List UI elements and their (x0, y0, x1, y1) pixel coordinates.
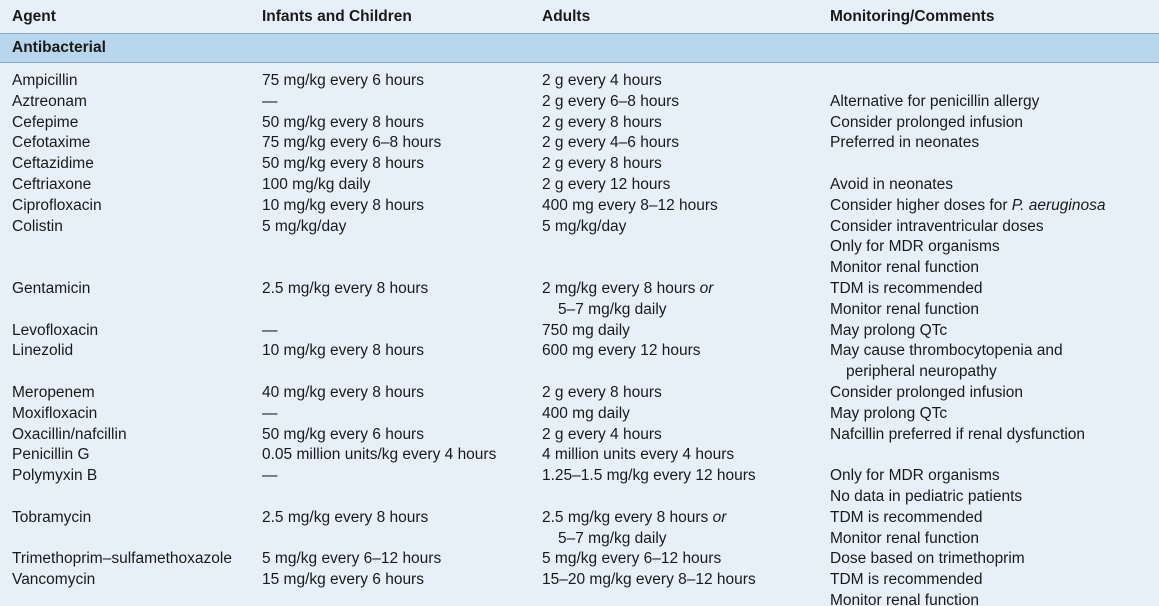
agent-cell (0, 279, 250, 300)
agent-cell-line: Penicillin G (12, 446, 90, 464)
agent-cell-line: Ceftazidime (12, 155, 94, 173)
adult-dose-cell (530, 113, 818, 134)
table-row (0, 404, 1159, 425)
adult-dose-cell-line: 5–7 mg/kg daily (558, 300, 667, 318)
adult-dose-cell-line: 2 mg/kg every 8 hours or (542, 279, 714, 297)
adult-dose-cell (530, 549, 818, 570)
monitoring-cell (818, 508, 1159, 550)
monitoring-cell-line: May cause thrombocytopenia and (830, 342, 1063, 360)
monitoring-cell-line: Monitor renal function (830, 591, 980, 606)
table-row (0, 341, 1159, 383)
adult-dose-cell-line: 15–20 mg/kg every 8–12 hours (542, 571, 756, 589)
table-body (0, 63, 1159, 606)
monitoring-cell (818, 175, 1159, 196)
adult-dose-cell (530, 154, 818, 175)
children-dose-cell (250, 383, 530, 404)
children-dose-cell (250, 133, 530, 154)
children-dose-cell (250, 445, 530, 466)
children-dose-cell (250, 217, 530, 238)
monitoring-cell-line: TDM is recommended (830, 279, 983, 297)
children-dose-cell (250, 508, 530, 529)
agent-cell (0, 341, 250, 362)
agent-cell-line: Cefotaxime (12, 134, 91, 152)
children-dose-cell-line: 5 mg/kg every 6–12 hours (262, 550, 442, 568)
adult-dose-cell-line: 600 mg every 12 hours (542, 342, 701, 360)
monitoring-cell-line: May prolong QTc (830, 321, 948, 339)
monitoring-cell-line: May prolong QTc (830, 404, 948, 422)
adult-dose-cell-line: 1.25–1.5 mg/kg every 12 hours (542, 467, 756, 485)
children-dose-cell (250, 425, 530, 446)
adult-dose-cell-line: 2 g every 4–6 hours (542, 134, 680, 152)
monitoring-cell-line: peripheral neuropathy (846, 363, 997, 381)
children-dose-cell-line: 75 mg/kg every 6–8 hours (262, 134, 442, 152)
adult-dose-cell (530, 341, 818, 362)
children-dose-cell-line: 2.5 mg/kg every 8 hours (262, 279, 429, 297)
table-row (0, 92, 1159, 113)
agent-cell-line: Gentamicin (12, 279, 91, 297)
children-dose-cell (250, 404, 530, 425)
monitoring-cell (818, 466, 1159, 508)
children-dose-cell (250, 175, 530, 196)
adult-dose-cell (530, 321, 818, 342)
adult-dose-cell-line: 2 g every 8 hours (542, 383, 662, 401)
children-dose-cell-line: 5 mg/kg/day (262, 217, 347, 235)
adult-dose-cell (530, 508, 818, 550)
table-row (0, 445, 1159, 466)
adult-dose-cell-line: 2.5 mg/kg every 8 hours or (542, 508, 727, 526)
children-dose-cell-line: 10 mg/kg every 8 hours (262, 342, 424, 360)
children-dose-cell (250, 321, 530, 342)
monitoring-cell (818, 196, 1159, 217)
adult-dose-cell-line: 5 mg/kg every 6–12 hours (542, 550, 722, 568)
agent-cell-line: Polymyxin B (12, 467, 98, 485)
children-dose-cell-line: 50 mg/kg every 8 hours (262, 155, 424, 173)
section-heading: Antibacterial (12, 39, 106, 56)
adult-dose-cell (530, 196, 818, 217)
table-row (0, 175, 1159, 196)
adult-dose-cell (530, 217, 818, 238)
children-dose-cell-line: 2.5 mg/kg every 8 hours (262, 508, 429, 526)
table-row (0, 321, 1159, 342)
table-row (0, 196, 1159, 217)
agent-cell (0, 321, 250, 342)
agent-cell (0, 404, 250, 425)
table-row (0, 217, 1159, 279)
adult-dose-cell (530, 404, 818, 425)
table-row (0, 383, 1159, 404)
agent-cell-line: Ampicillin (12, 72, 78, 89)
children-dose-cell-line: 40 mg/kg every 8 hours (262, 383, 424, 401)
monitoring-cell-line: Consider prolonged infusion (830, 113, 1024, 131)
children-dose-cell-line: — (262, 404, 278, 422)
children-dose-cell (250, 549, 530, 570)
agent-cell (0, 71, 250, 92)
monitoring-cell-line: Only for MDR organisms (830, 238, 1000, 256)
monitoring-cell (818, 279, 1159, 321)
monitoring-cell-line: Nafcillin preferred if renal dysfunction (830, 425, 1086, 443)
children-dose-cell-line: 15 mg/kg every 6 hours (262, 571, 424, 589)
table-row (0, 508, 1159, 550)
monitoring-cell (818, 404, 1159, 425)
agent-cell (0, 383, 250, 404)
children-dose-cell (250, 113, 530, 134)
adult-dose-cell (530, 279, 818, 321)
adult-dose-cell (530, 425, 818, 446)
header-monitoring: Monitoring/Comments (830, 7, 995, 25)
adult-dose-cell-line: 2 g every 8 hours (542, 155, 662, 173)
agent-cell (0, 196, 250, 217)
agent-cell-line: Levofloxacin (12, 321, 99, 339)
agent-cell (0, 92, 250, 113)
header-agent: Agent (12, 7, 56, 25)
table-row (0, 154, 1159, 175)
children-dose-cell-line: — (262, 467, 278, 485)
monitoring-cell-line: No data in pediatric patients (830, 487, 1023, 505)
children-dose-cell-line: — (262, 92, 278, 110)
table-header-row (0, 0, 1159, 34)
monitoring-cell (818, 383, 1159, 404)
monitoring-cell (818, 113, 1159, 134)
agent-cell-line: Meropenem (12, 383, 95, 401)
agent-cell (0, 133, 250, 154)
adult-dose-cell-line: 2 g every 4 hours (542, 425, 662, 443)
children-dose-cell-line: 0.05 million units/kg every 4 hours (262, 446, 497, 464)
table-row (0, 279, 1159, 321)
children-dose-cell-line: 75 mg/kg every 6 hours (262, 72, 424, 89)
monitoring-cell-line: Monitor renal function (830, 300, 980, 318)
table-row (0, 549, 1159, 570)
monitoring-cell (818, 425, 1159, 446)
children-dose-cell-line: 50 mg/kg every 8 hours (262, 113, 424, 131)
adult-dose-cell (530, 466, 818, 487)
table-row (0, 425, 1159, 446)
monitoring-cell (818, 549, 1159, 570)
monitoring-cell-line: Monitor renal function (830, 259, 980, 277)
agent-cell-line: Oxacillin/nafcillin (12, 425, 127, 443)
adult-dose-cell-line: 2 g every 8 hours (542, 113, 662, 131)
monitoring-cell-line: Avoid in neonates (830, 175, 953, 193)
adult-dose-cell (530, 133, 818, 154)
header-infants-children: Infants and Children (262, 7, 412, 25)
table-row (0, 466, 1159, 508)
adult-dose-cell (530, 175, 818, 196)
section-heading-row (0, 34, 1159, 63)
children-dose-cell (250, 570, 530, 591)
adult-dose-cell-line: 5–7 mg/kg daily (558, 529, 667, 547)
monitoring-cell (818, 92, 1159, 113)
children-dose-cell-line: 50 mg/kg every 6 hours (262, 425, 424, 443)
children-dose-cell-line: 10 mg/kg every 8 hours (262, 196, 424, 214)
agent-cell-line: Tobramycin (12, 508, 92, 526)
agent-cell (0, 425, 250, 446)
adult-dose-cell (530, 71, 818, 92)
table-row (0, 570, 1159, 606)
monitoring-cell (818, 133, 1159, 154)
agent-cell (0, 508, 250, 529)
monitoring-cell (818, 321, 1159, 342)
agent-cell-line: Moxifloxacin (12, 404, 98, 422)
adult-dose-cell-line: 2 g every 12 hours (542, 175, 671, 193)
agent-cell-line: Aztreonam (12, 92, 87, 110)
agent-cell (0, 175, 250, 196)
adult-dose-cell (530, 383, 818, 404)
agent-cell-line: Ceftriaxone (12, 175, 92, 193)
monitoring-cell-line: TDM is recommended (830, 508, 983, 526)
agent-cell-line: Linezolid (12, 342, 74, 360)
adult-dose-cell-line: 4 million units every 4 hours (542, 446, 735, 464)
agent-cell (0, 445, 250, 466)
agent-cell-line: Cefepime (12, 113, 79, 131)
agent-cell-line: Trimethoprim–sulfamethoxazole (12, 550, 232, 568)
children-dose-cell (250, 466, 530, 487)
table-row (0, 71, 1159, 92)
adult-dose-cell (530, 92, 818, 113)
monitoring-cell-line: Alternative for penicillin allergy (830, 92, 1040, 110)
adult-dose-cell-line: 2 g every 6–8 hours (542, 92, 680, 110)
monitoring-cell-line: Consider higher doses for P. aeruginosa (830, 196, 1106, 214)
monitoring-cell-line: Only for MDR organisms (830, 467, 1000, 485)
monitoring-cell-line: Consider prolonged infusion (830, 383, 1024, 401)
adult-dose-cell-line: 750 mg daily (542, 321, 630, 339)
children-dose-cell (250, 196, 530, 217)
adult-dose-cell (530, 570, 818, 591)
adult-dose-cell-line: 400 mg daily (542, 404, 630, 422)
children-dose-cell-line: — (262, 321, 278, 339)
agent-cell (0, 570, 250, 591)
children-dose-cell (250, 279, 530, 300)
table-row (0, 113, 1159, 134)
children-dose-cell (250, 341, 530, 362)
children-dose-cell (250, 71, 530, 92)
children-dose-cell (250, 92, 530, 113)
adult-dose-cell-line: 2 g every 4 hours (542, 72, 662, 89)
monitoring-cell-line: Consider intraventricular doses (830, 217, 1044, 235)
agent-cell (0, 217, 250, 238)
agent-cell (0, 154, 250, 175)
monitoring-cell-line: Preferred in neonates (830, 134, 980, 152)
monitoring-cell-line: Dose based on trimethoprim (830, 550, 1025, 568)
monitoring-cell-line: Monitor renal function (830, 529, 980, 547)
agent-cell (0, 113, 250, 134)
monitoring-cell (818, 570, 1159, 606)
children-dose-cell-line: 100 mg/kg daily (262, 175, 371, 193)
monitoring-cell-line: TDM is recommended (830, 571, 983, 589)
header-adults: Adults (542, 7, 591, 25)
adult-dose-cell-line: 400 mg every 8–12 hours (542, 196, 718, 214)
agent-cell-line: Ciprofloxacin (12, 196, 102, 214)
children-dose-cell (250, 154, 530, 175)
table-row (0, 133, 1159, 154)
adult-dose-cell-line: 5 mg/kg/day (542, 217, 627, 235)
agent-cell-line: Vancomycin (12, 571, 96, 589)
agent-cell (0, 549, 250, 570)
adult-dose-cell (530, 445, 818, 466)
monitoring-cell (818, 217, 1159, 279)
agent-cell (0, 466, 250, 487)
agent-cell-line: Colistin (12, 217, 63, 235)
monitoring-cell (818, 341, 1159, 383)
